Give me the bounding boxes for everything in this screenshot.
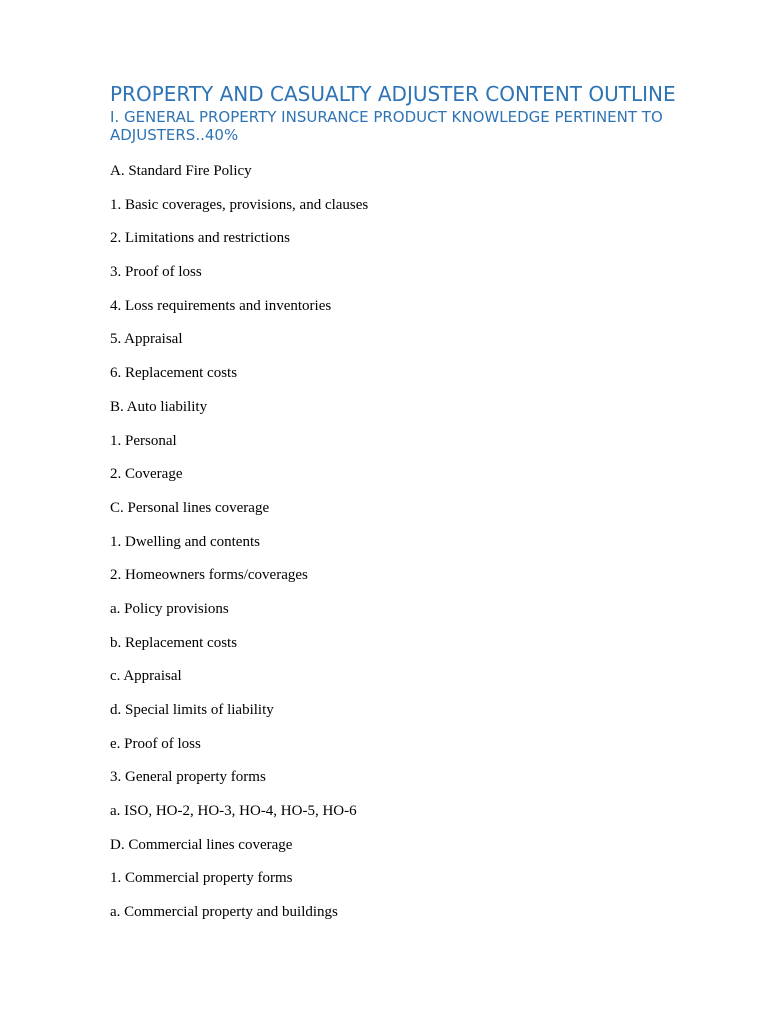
outline-item: a. ISO, HO-2, HO-3, HO-4, HO-5, HO-6 [110,803,357,820]
outline-item: 6. Replacement costs [110,365,238,382]
outline-item: 3. General property forms [110,769,266,786]
outline-item: 1. Commercial property forms [110,870,293,887]
outline-item: D. Commercial lines coverage [110,836,293,853]
outline-item: 5. Appraisal [110,331,183,348]
outline-item: c. Appraisal [110,668,182,685]
outline-item: 3. Proof of loss [110,264,202,281]
outline-item: 4. Loss requirements and inventories [110,297,332,314]
outline-item: e. Proof of loss [110,735,201,752]
outline-item: 2. Homeowners forms/coverages [110,567,308,584]
section-heading: I. GENERAL PROPERTY INSURANCE PRODUCT KNOWLEDGE PERTINENT TO ADJUSTERS..40% [110,108,663,144]
outline-item: 2. Coverage [110,466,183,483]
outline-item: 1. Personal [110,432,177,449]
document-title: PROPERTY AND CASUALTY ADJUSTER CONTENT OUTLINE [110,82,676,106]
outline-item: 1. Dwelling and contents [110,533,260,550]
content-outline [110,160,710,935]
outline-item: B. Auto liability [110,398,208,415]
outline-item: A. Standard Fire Policy [110,163,252,179]
outline-item: 1. Basic coverages, provisions, and clauses [110,196,369,213]
outline-item: d. Special limits of liability [110,702,274,718]
outline-item: a. Policy provisions [110,600,229,617]
outline-item: C. Personal lines coverage [110,499,270,516]
outline-item: b. Replacement costs [110,634,238,651]
outline-item: 2. Limitations and restrictions [110,230,290,247]
outline-item: a. Commercial property and buildings [110,904,338,921]
